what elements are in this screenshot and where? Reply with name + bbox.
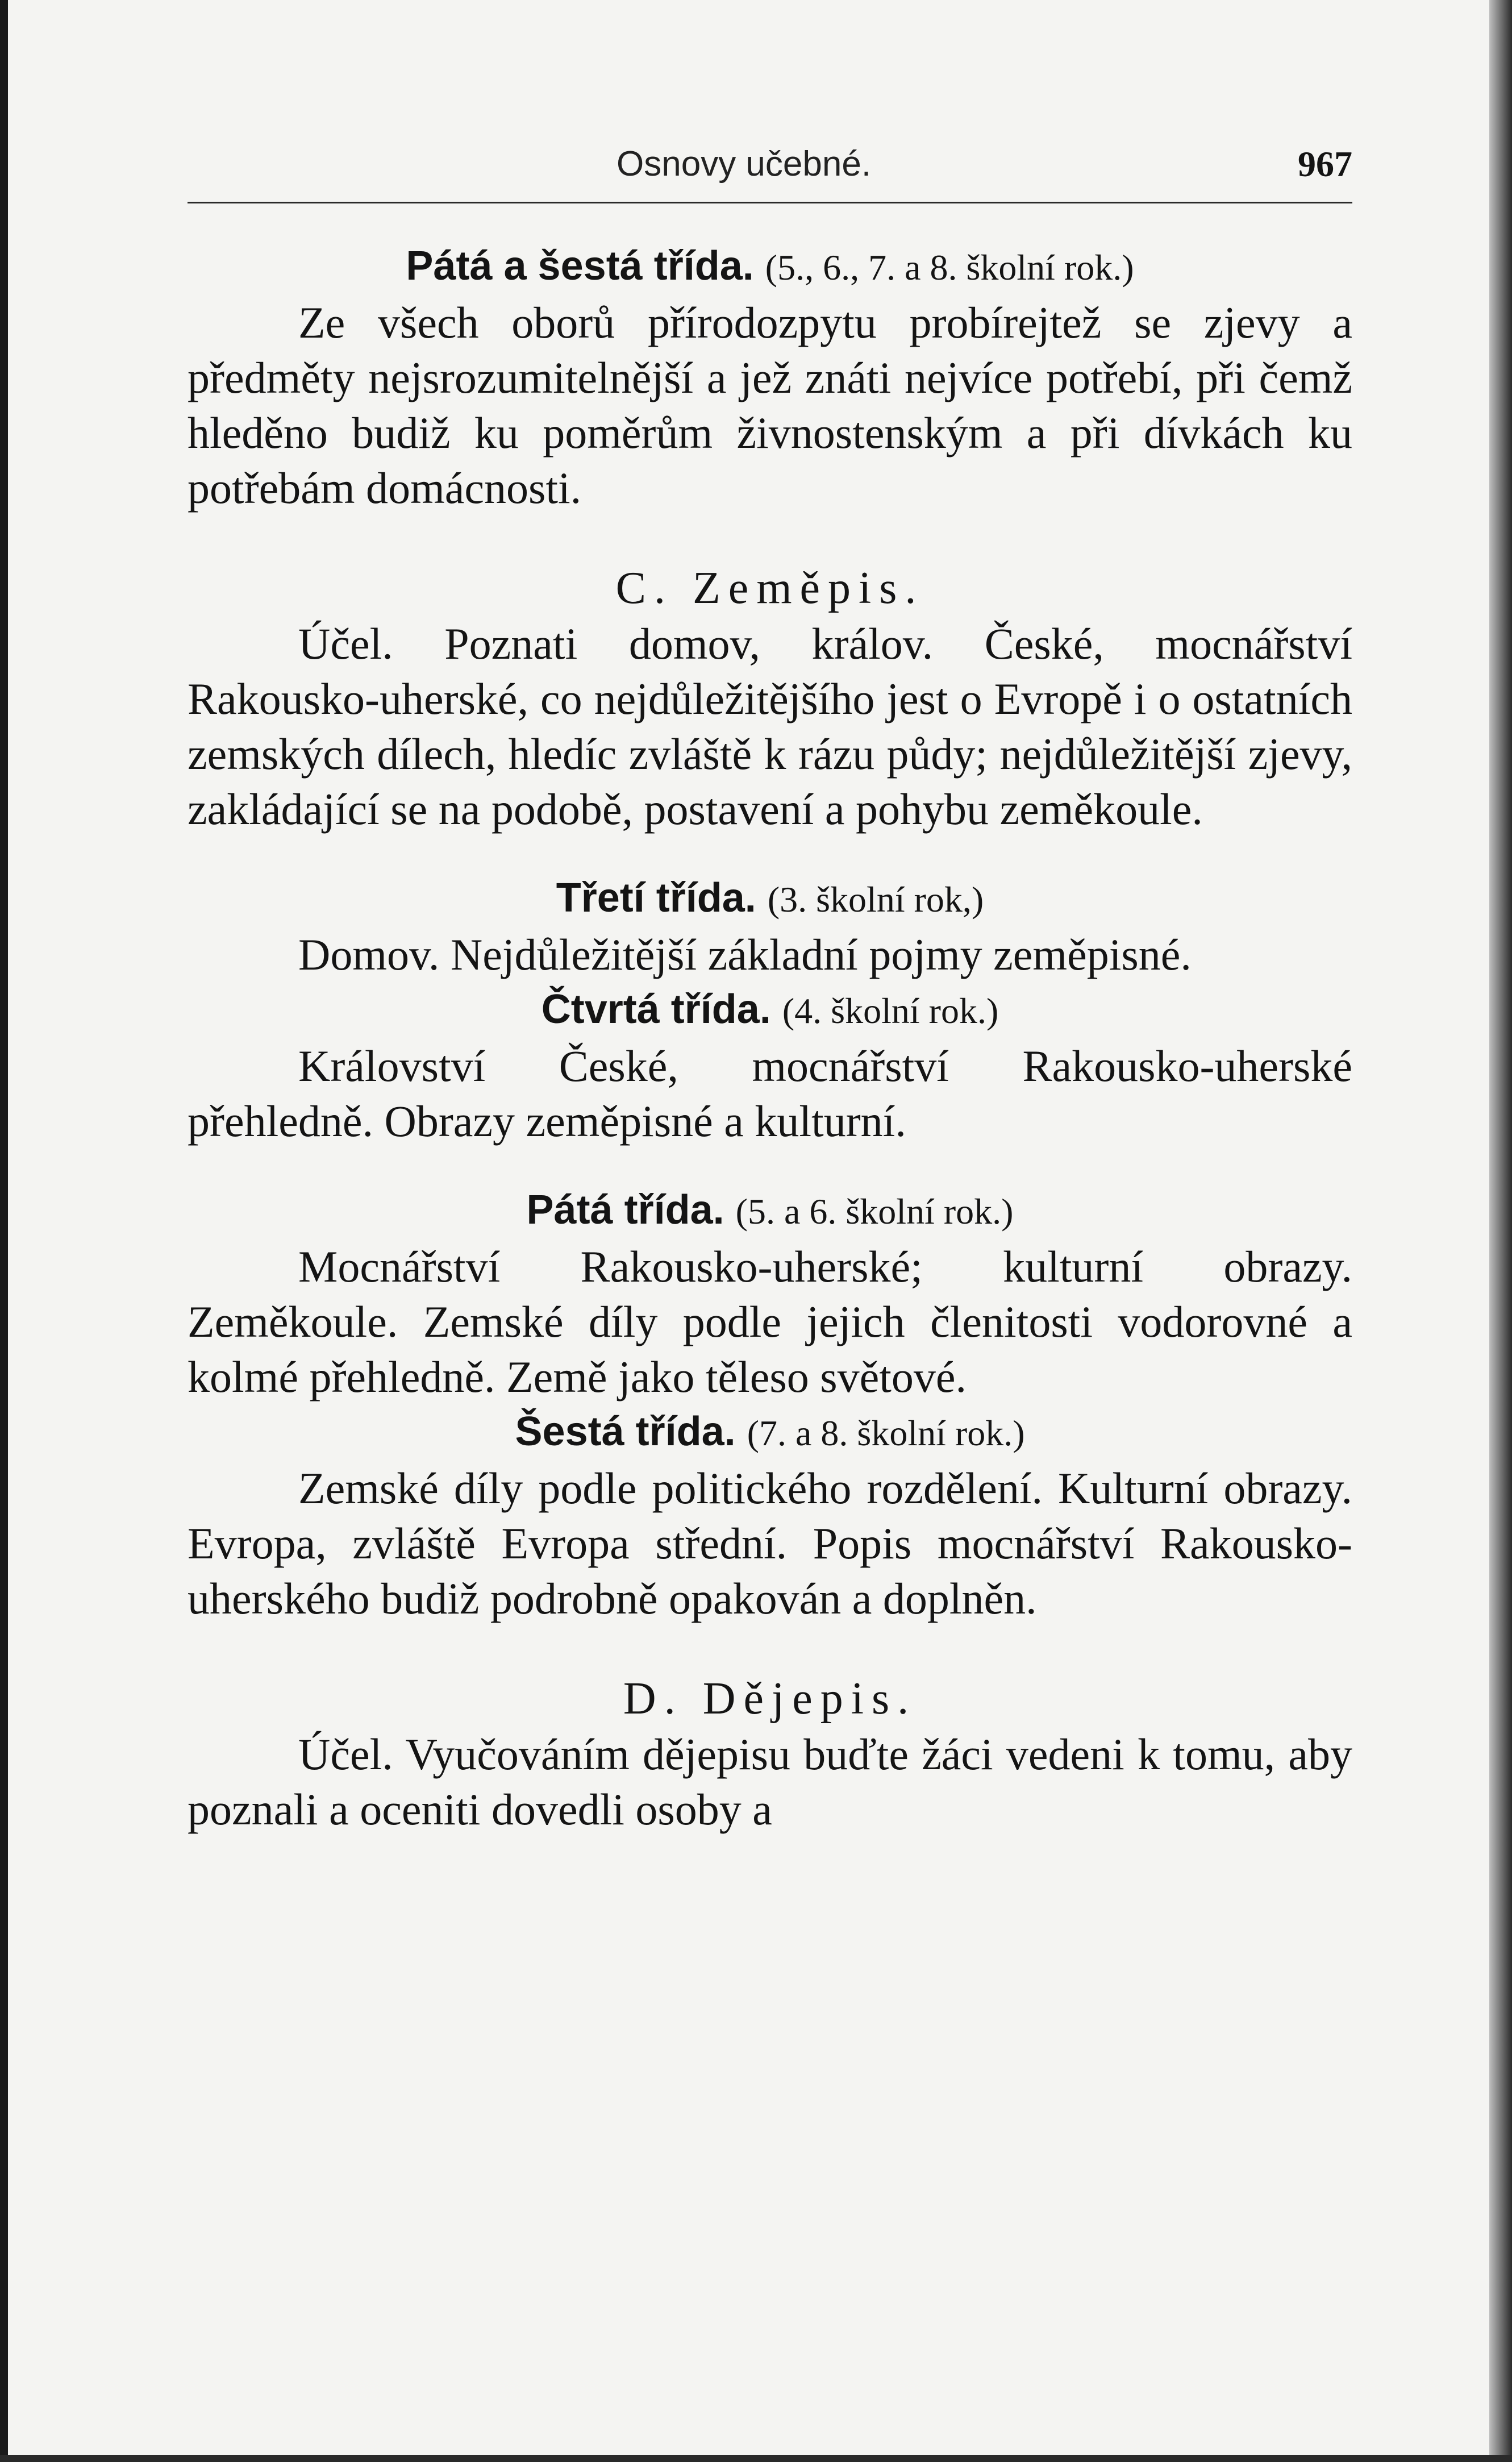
class-heading-4 [188,982,1352,1038]
running-title: Osnovy učebné. [617,144,872,184]
class-heading-5-6 [188,239,1352,295]
class-heading-title: Pátá a šestá třída. [406,243,754,289]
book-page [188,131,1352,1837]
class-heading-years: (3. školní rok,) [767,879,984,920]
class-heading-title: Třetí třída. [556,875,756,921]
paragraph-ctvrta: Království České, mocnářství Rakousko-uherské přehledně. Obrazy zeměpisné a kulturní. [188,1041,1352,1146]
scan-edge-left [0,0,8,2462]
paragraph-dejepis-ucel: Účel. Vyučováním dějepisu buďte žáci vedeni k tomu, aby poznali a oceniti dovedli osoby a [188,1729,1352,1834]
scan-edge-right [1489,0,1512,2462]
class-heading-years: (5. a 6. školní rok.) [735,1191,1014,1232]
paragraph-treti: Domov. Nejdůležitější základní pojmy zeměpisné. [298,930,1192,979]
paragraph-prirodozpyt: Ze všech oborů přírodozpytu probírejtež se zjevy a předměty nejsrozumitelnější a jež znáti nejvíce potřebí, při čemž hleděno budiž ku poměrům živnostenským a při dívkách ku potřebám domácnosti. [188,298,1352,513]
section-title-dejepis: D. Dějepis. [623,1674,917,1724]
scan-edge-bottom [0,2455,1512,2462]
class-heading-6 [188,1404,1352,1461]
class-heading-title: Pátá třída. [526,1187,724,1233]
header-rule [188,202,1352,203]
paragraph-sesta: Zemské díly podle politického rozdělení. Kulturní obrazy. Evropa, zvláště Evropa střední. Popis mocnářství Rakousko-uherského budiž podrobně opakován a doplněn. [188,1463,1352,1623]
running-head [188,131,1352,193]
class-heading-3 [188,871,1352,927]
class-heading-5 [188,1183,1352,1239]
class-heading-title: Šestá třída. [515,1409,736,1454]
class-heading-years: (5., 6., 7. a 8. školní rok.) [765,247,1134,288]
paragraph-pata: Mocnářství Rakousko-uherské; kulturní obrazy. Zeměkoule. Zemské díly podle jejich členitosti vodorovné a kolmé přehledně. Země jako těleso světové. [188,1242,1352,1401]
class-heading-title: Čtvrtá třída. [541,987,771,1032]
paragraph-zemepis-ucel: Účel. Poznati domov, králov. České, mocnářství Rakousko-uherské, co nejdůležitějšího jest o Evropě i o ostatních zemských dílech, hledíc zvláště k rázu půdy; nejdůležitější zjevy, zakládající se na podobě, postavení a pohybu zeměkoule. [188,619,1352,834]
page-number: 967 [1298,144,1352,184]
class-heading-years: (4. školní rok.) [782,991,999,1031]
class-heading-years: (7. a 8. školní rok.) [747,1413,1025,1453]
section-title-zemepis: C. Zeměpis. [615,563,924,613]
